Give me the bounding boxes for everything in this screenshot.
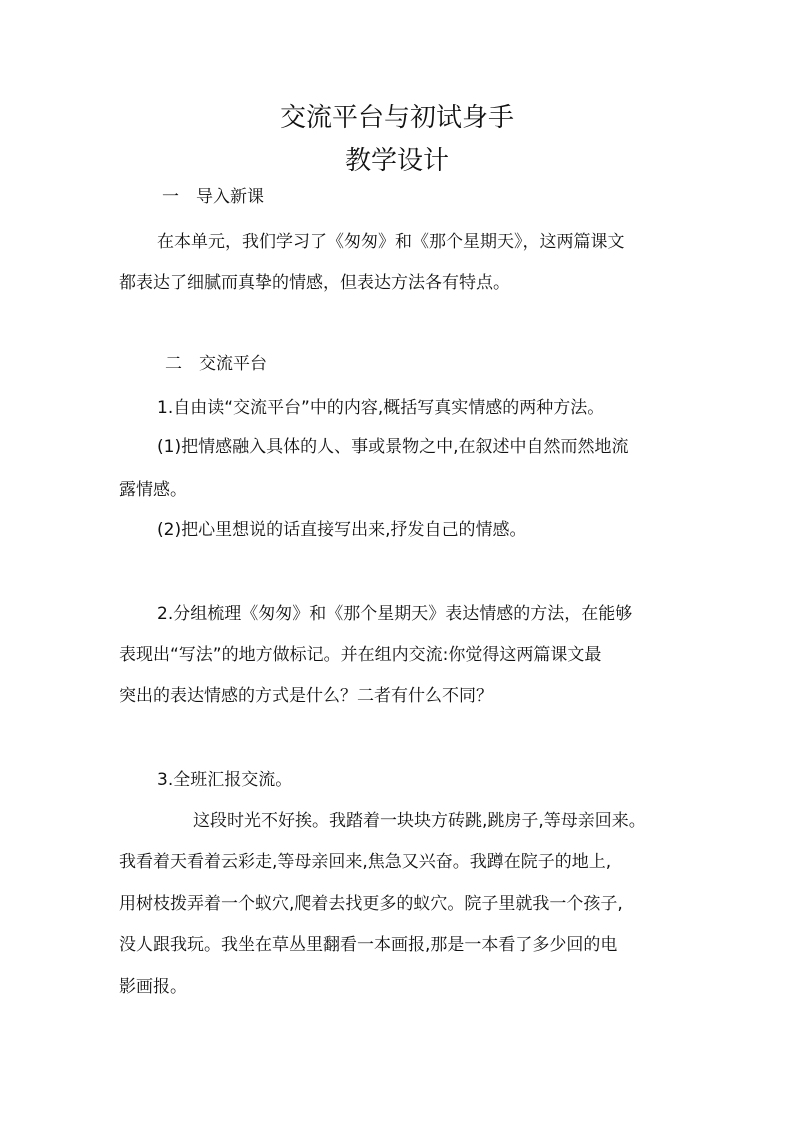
section-heading-exchange: 二 交流平台: [165, 354, 267, 374]
sub-item-2-text: (2)把心里想说的话直接写出来,抒发自己的情感。: [157, 520, 527, 540]
item-1-text: 1.自由读“交流平台”中的内容,概括写真实情感的两种方法。: [157, 398, 605, 418]
sub-item-1-line-1: (1)把情感融入具体的人、事或景物之中,在叙述中自然而然地流: [157, 437, 629, 457]
item-2-line-1: 2.分组梳理《匆匆》和《那个星期天》表达情感的方法，在能够: [157, 604, 633, 624]
item-2-line-3: 突出的表达情感的方式是什么？二者有什么不同？: [119, 686, 493, 706]
excerpt-line-2: 我看着天看着云彩走,等母亲回来,焦急又兴奋。我蹲在院子的地上,: [119, 852, 612, 872]
document-subtitle: 教学设计: [344, 146, 449, 176]
intro-paragraph-line-1: 在本单元，我们学习了《匆匆》和《那个星期天》，这两篇课文: [157, 232, 625, 252]
item-2-line-2: 表现出“写法”的地方做标记。并在组内交流:你觉得这两篇课文最: [119, 645, 602, 665]
excerpt-line-4: 没人跟我玩。我坐在草丛里翻看一本画报,那是一本看了多少回的电: [119, 935, 618, 955]
sub-item-1-line-2: 露情感。: [119, 480, 187, 500]
item-3-text: 3.全班汇报交流。: [157, 770, 293, 790]
document-title: 交流平台与初试身手: [279, 103, 514, 133]
excerpt-line-1: 这段时光不好挨。我踏着一块块方砖跳,跳房子,等母亲回来。: [193, 811, 646, 831]
section-heading-intro: 一 导入新课: [162, 187, 264, 207]
intro-paragraph-line-2: 都表达了细腻而真挚的情感，但表达方法各有特点。: [119, 273, 510, 293]
excerpt-line-5: 影画报。: [119, 977, 187, 997]
excerpt-line-3: 用树枝拨弄着一个蚁穴,爬着去找更多的蚁穴。院子里就我一个孩子,: [119, 894, 623, 914]
